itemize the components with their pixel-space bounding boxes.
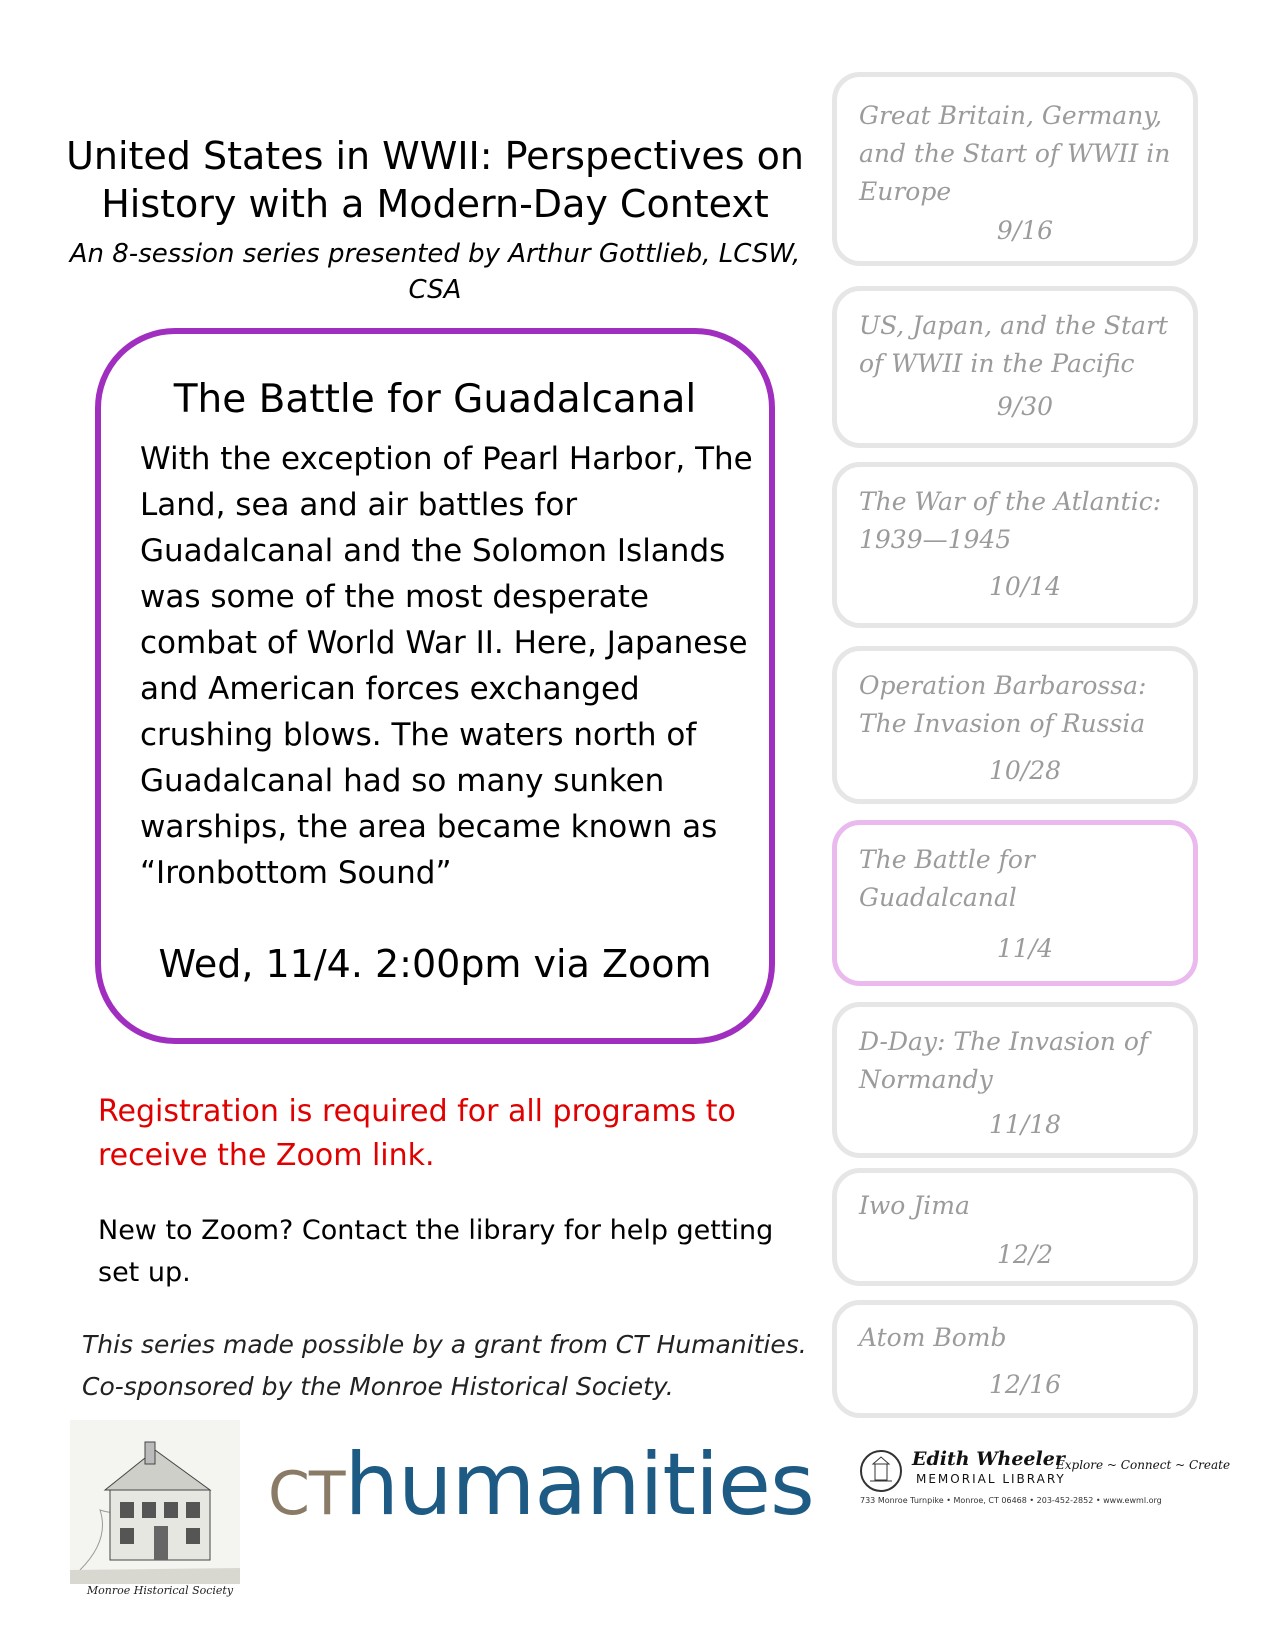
ct-humanities-logo bbox=[268, 1430, 828, 1540]
schedule-card-7 bbox=[832, 1168, 1198, 1286]
schedule-card-title: D-Day: The Invasion of Normandy bbox=[859, 1027, 1149, 1094]
schedule-card-2 bbox=[832, 286, 1198, 448]
schedule-card-date: 9/16 bbox=[996, 216, 1054, 245]
schedule-card-title: Great Britain, Germany, and the Start of WWII in Europe bbox=[859, 101, 1171, 206]
schedule-card-title: Iwo Jima bbox=[859, 1191, 970, 1220]
historical-house-drawing bbox=[70, 1420, 240, 1584]
series-title: United States in WWII: Perspectives on History with a Modern-Day Context bbox=[66, 134, 804, 226]
grant-line-2: Co-sponsored by the Monroe Historical Society. bbox=[82, 1372, 674, 1401]
grant-line-1: This series made possible by a grant from CT Humanities. bbox=[82, 1330, 807, 1359]
session-title: The Battle for Guadalcanal bbox=[173, 377, 697, 422]
library-logo bbox=[860, 1448, 1260, 1518]
schedule-card-date: 10/14 bbox=[988, 572, 1062, 601]
zoom-help-text: New to Zoom? Contact the library for help getting set up. bbox=[98, 1215, 774, 1288]
schedule-card-date: 11/18 bbox=[988, 1110, 1062, 1139]
series-subtitle: An 8-session series presented by Arthur Gottlieb, LCSW, CSA bbox=[69, 239, 801, 305]
grant-note bbox=[82, 1324, 822, 1408]
session-description: With the exception of Pearl Harbor, The Land, sea and air battles for Guadalcanal and the Solomon Islands was some of the most desperate combat of World War II. Here, Japanese and American forces exchanged crushing blows. The waters north of Guadalcanal had so many sunken warships, the area became known as “Ironbottom Sound” bbox=[140, 441, 753, 891]
historical-society-caption: Monroe Historical Society bbox=[86, 1584, 234, 1597]
session-date-time: Wed, 11/4. 2:00pm via Zoom bbox=[158, 942, 712, 986]
library-tagline: Explore ~ Connect ~ Create bbox=[1056, 1458, 1231, 1472]
schedule-card-3 bbox=[832, 462, 1198, 628]
ct-humanities-logo-word: humanities bbox=[344, 1435, 814, 1535]
schedule-card-5-current bbox=[832, 820, 1198, 986]
schedule-card-6 bbox=[832, 1002, 1198, 1158]
historical-society-logo bbox=[70, 1420, 240, 1584]
schedule-card-date: 12/16 bbox=[988, 1370, 1062, 1399]
schedule-card-title: Operation Barbarossa: The Invasion of Russia bbox=[859, 671, 1147, 738]
registration-notice: Registration is required for all programs to receive the Zoom link. bbox=[98, 1094, 736, 1173]
schedule-card-8 bbox=[832, 1300, 1198, 1418]
schedule-card-date: 9/30 bbox=[996, 392, 1054, 421]
schedule-card-1 bbox=[832, 72, 1198, 266]
schedule-card-date: 12/2 bbox=[996, 1240, 1054, 1269]
library-address: 733 Monroe Turnpike • Monroe, CT 06468 • 203-452-2852 • www.ewml.org bbox=[860, 1496, 1162, 1505]
schedule-card-title: Atom Bomb bbox=[859, 1323, 1007, 1352]
library-subtitle: MEMORIAL LIBRARY bbox=[916, 1472, 1066, 1486]
schedule-card-4 bbox=[832, 646, 1198, 804]
schedule-card-title: US, Japan, and the Start of WWII in the Pacific bbox=[859, 311, 1168, 378]
schedule-card-date: 10/28 bbox=[988, 756, 1062, 785]
schedule-card-title: The War of the Atlantic: 1939—1945 bbox=[859, 487, 1162, 554]
ct-humanities-logo-ct: ct bbox=[268, 1435, 345, 1535]
library-name: Edith Wheeler bbox=[912, 1448, 1065, 1470]
schedule-card-date: 11/4 bbox=[996, 934, 1054, 963]
schedule-card-title: The Battle for Guadalcanal bbox=[859, 845, 1035, 912]
library-seal-icon bbox=[860, 1450, 902, 1492]
